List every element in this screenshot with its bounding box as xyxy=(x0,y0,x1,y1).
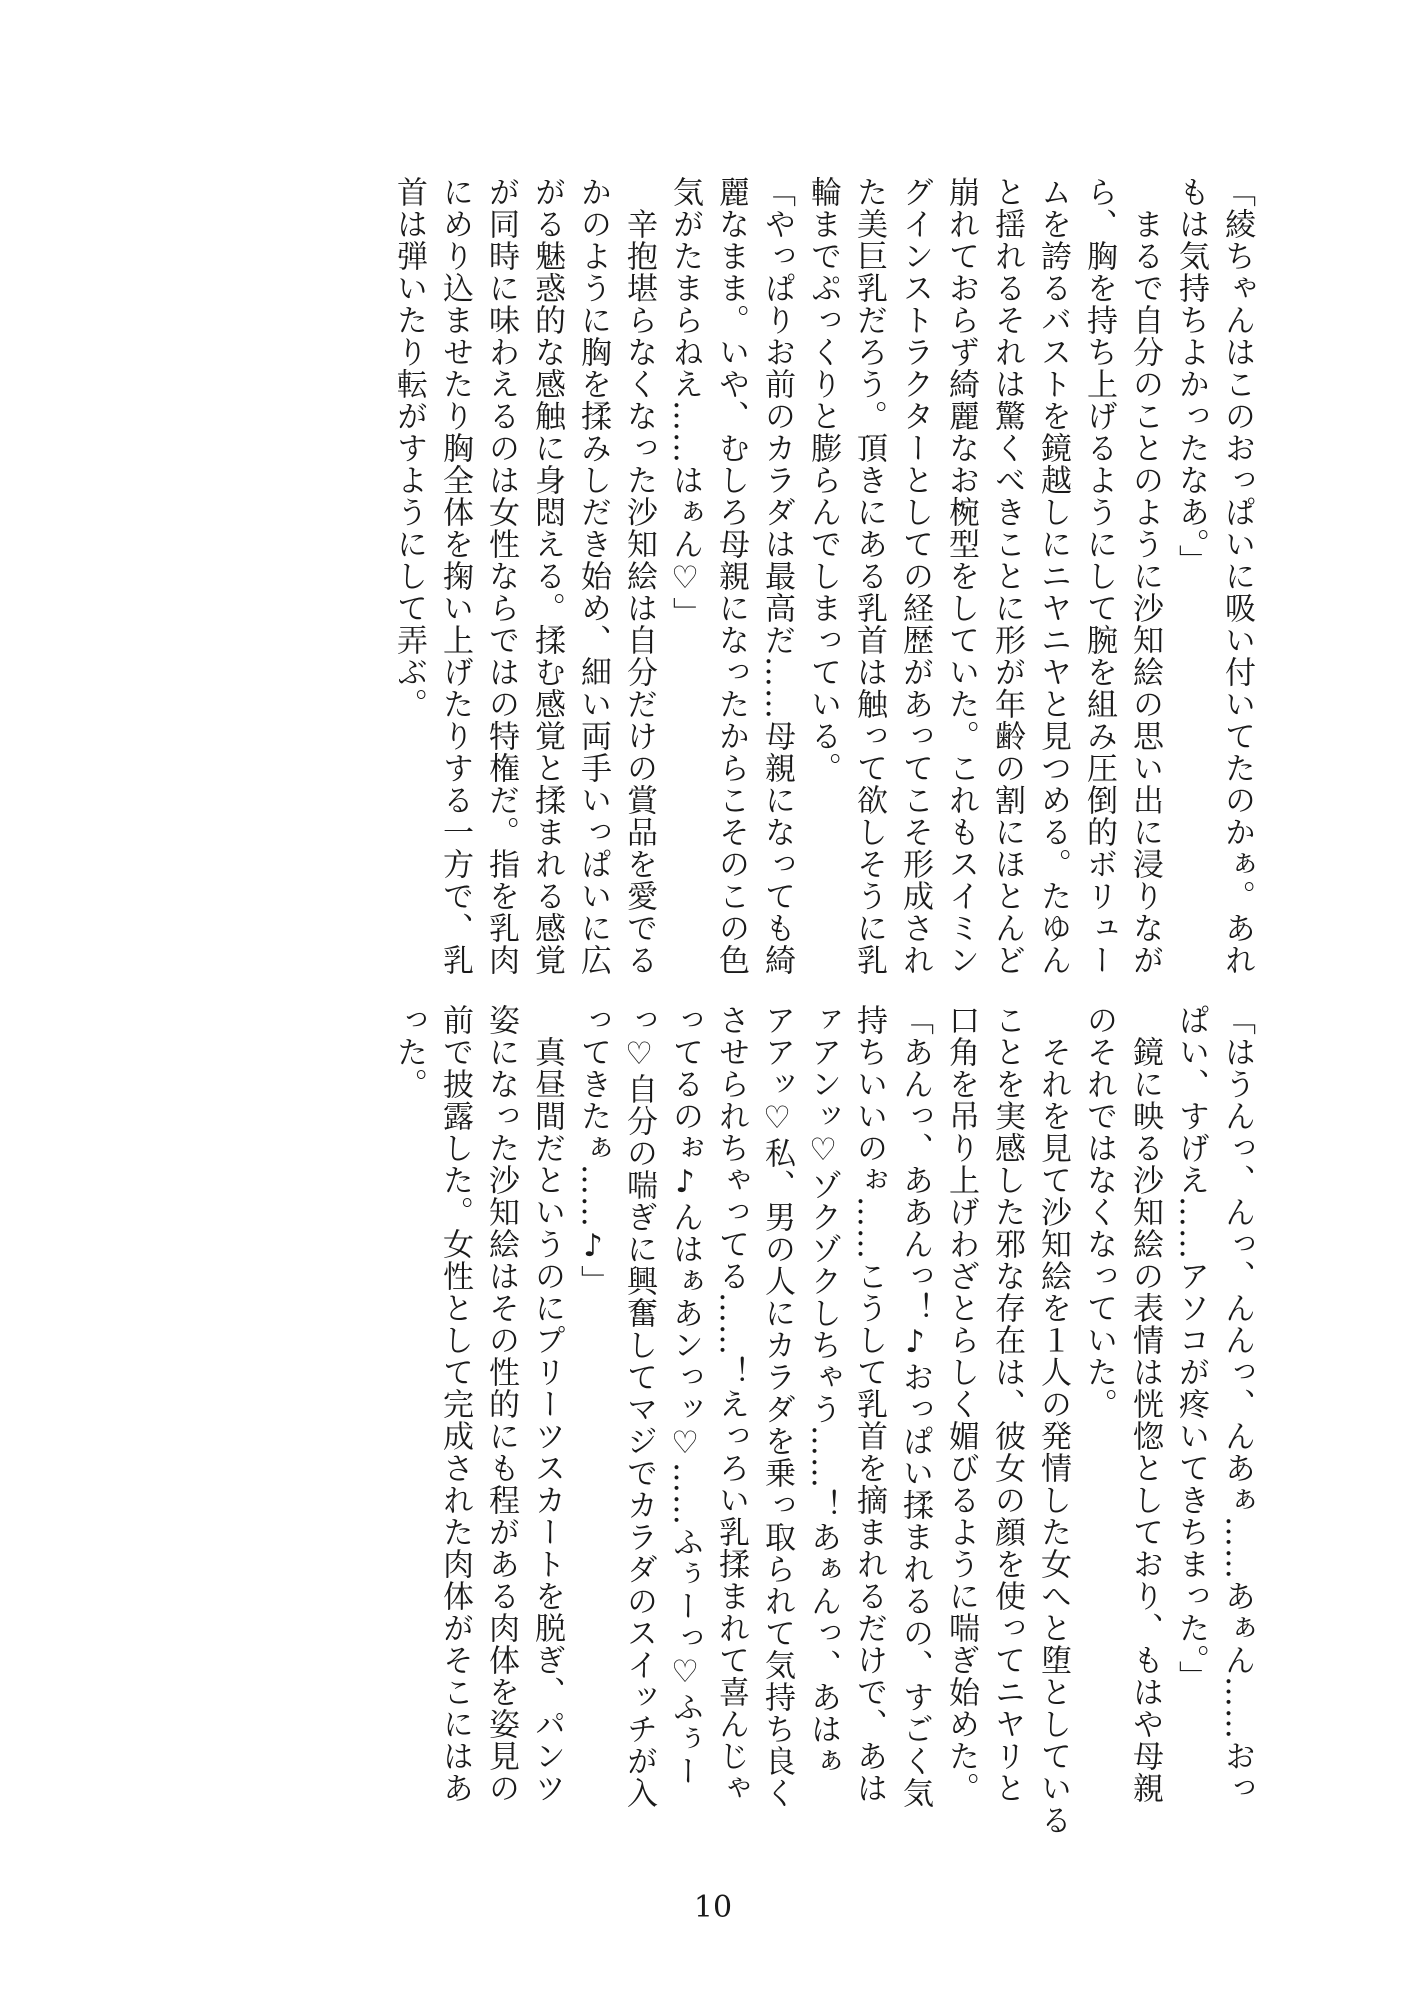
top-text-block xyxy=(248,176,1260,976)
text-column: 前で披露した。女性として完成された肉体がそこにはあ xyxy=(437,1004,473,1804)
text-column: た美巨乳だろう。頂きにある乳首は触って欲しそうに乳 xyxy=(851,176,887,976)
text-column: 持ちいいのぉ……こうして乳首を摘まれるだけで、あは xyxy=(851,1004,887,1804)
text-column: 辛抱堪らなくなった沙知絵は自分だけの賞品を愛でる xyxy=(621,176,657,976)
text-column: 「綾ちゃんはこのおっぱいに吸い付いてたのかぁ。あれ xyxy=(1219,176,1255,976)
text-column: それを見て沙知絵を１人の発情した女へと堕としている xyxy=(1035,1004,1071,1836)
text-column: 「あんっ、ああんっ！♪おっぱい揉まれるの、すごく気 xyxy=(897,1004,933,1809)
text-column: 輪までぷっくりと膨らんでしまっている。 xyxy=(805,176,841,784)
text-column: と揺れるそれは驚くべきことに形が年齢の割にほとんど xyxy=(989,176,1025,976)
text-column: った。 xyxy=(391,1004,427,1100)
text-column: 口角を吊り上げわざとらしく媚びるように喘ぎ始めた。 xyxy=(943,1004,979,1804)
text-column: アアッ♡私、男の人にカラダを乗っ取られて気持ち良く xyxy=(759,1004,795,1809)
text-column: にめり込ませたり胸全体を掬い上げたりする一方で、乳 xyxy=(437,176,473,976)
text-column: 気がたまらねえ……はぁん♡」 xyxy=(667,176,703,629)
text-column: 「やっぱりお前のカラダは最高だ……母親になっても綺 xyxy=(759,176,795,976)
text-column: っ♡自分の喘ぎに興奮してマジでカラダのスイッチが入 xyxy=(621,1004,657,1809)
text-column: まるで自分のことのように沙知絵の思い出に浸りなが xyxy=(1127,176,1163,976)
page-number: 10 xyxy=(693,1890,733,1925)
text-column: ムを誇るバストを鏡越しにニヤニヤと見つめる。たゆん xyxy=(1035,176,1071,976)
text-column: 鏡に映る沙知絵の表情は恍惚としており、もはや母親 xyxy=(1127,1004,1163,1804)
text-column: もは気持ちよかったなあ。」 xyxy=(1173,176,1209,577)
text-column: 真昼間だというのにプリーツスカートを脱ぎ、パンツ xyxy=(529,1004,565,1804)
text-column: ぱい、すげえ……アソコが疼いてきちまった。」 xyxy=(1173,1004,1209,1693)
text-column: グインストラクターとしての経歴があってこそ形成され xyxy=(897,176,933,976)
text-column: 首は弾いたり転がすようにして弄ぶ。 xyxy=(391,176,427,720)
text-column: 「はうんっ、んっ、んんっ、んあぁ……あぁん……おっ xyxy=(1219,1004,1255,1804)
text-column: ってきたぁ……♪」 xyxy=(575,1004,611,1297)
text-column: がる魅惑的な感触に身悶える。揉む感覚と揉まれる感覚 xyxy=(529,176,565,976)
text-column: かのように胸を揉みしだき始め、細い両手いっぱいに広 xyxy=(575,176,611,976)
text-column: ら、胸を持ち上げるようにして腕を組み圧倒的ボリュー xyxy=(1081,176,1117,976)
text-column: ことを実感した邪な存在は、彼女の顔を使ってニヤリと xyxy=(989,1004,1025,1804)
bottom-text-block xyxy=(248,1004,1260,1836)
text-column: ってるのぉ♪んはぁあンっッ♡……ふぅーっ♡ふぅー xyxy=(667,1004,703,1787)
text-column: のそれではなくなっていた。 xyxy=(1081,1004,1117,1420)
text-column: 姿になった沙知絵はその性的にも程がある肉体を姿見の xyxy=(483,1004,519,1804)
text-column: が同時に味わえるのは女性ならではの特権だ。指を乳肉 xyxy=(483,176,519,976)
text-column: ァアンッ♡ゾクゾクしちゃう……！あぁんっ、あはぁ xyxy=(805,1004,841,1777)
text-column: させられちゃってる……！えっろい乳揉まれて喜んじゃ xyxy=(713,1004,749,1804)
text-column: 麗なまま。いや、むしろ母親になったからこそのこの色 xyxy=(713,176,749,976)
text-column: 崩れておらず綺麗なお椀型をしていた。これもスイミン xyxy=(943,176,979,976)
